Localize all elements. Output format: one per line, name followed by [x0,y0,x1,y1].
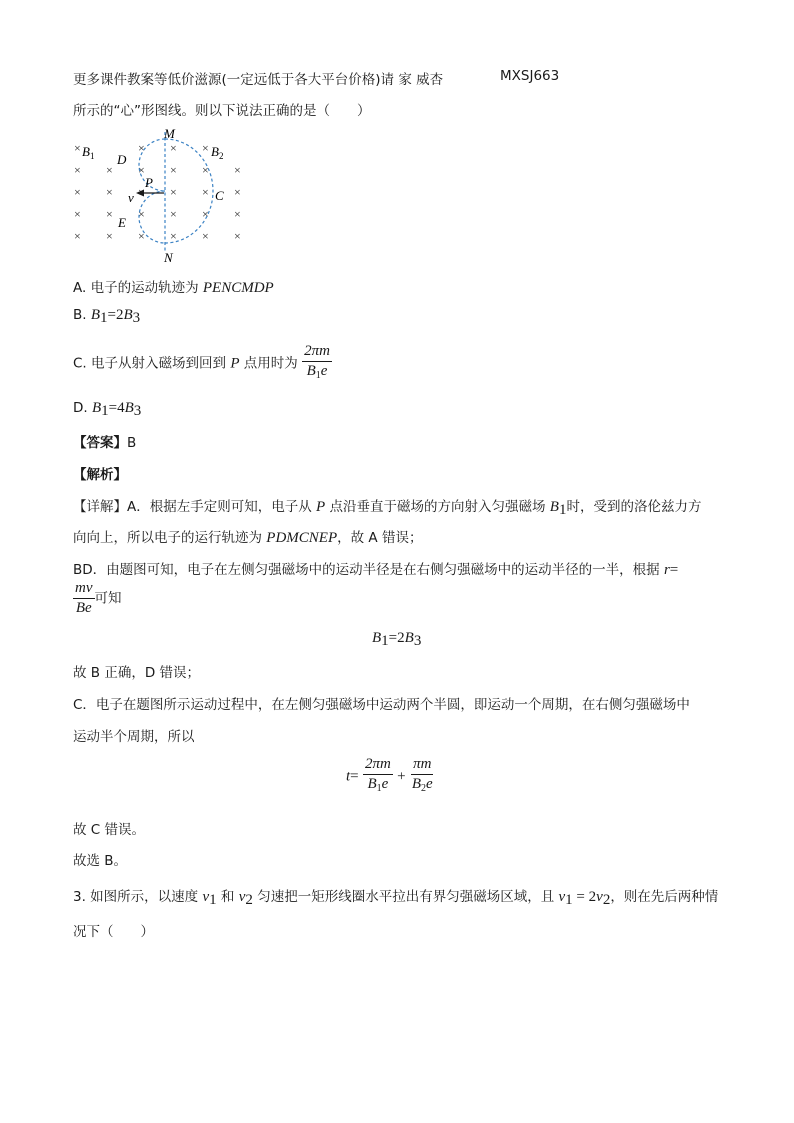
field-cross: × [74,163,81,177]
field-cross: × [138,229,145,243]
field-cross: × [106,163,113,177]
field-cross: × [170,207,177,221]
analysis-label: 【解析】 [73,467,127,483]
label-P: P [145,175,153,190]
time-fraction-2: $\frac{\pi m}{B_2e}$ [411,756,433,794]
field-cross: × [106,207,113,221]
field-cross: × [234,185,241,199]
label-B2: $B_2$ [211,144,224,161]
field-cross: × [234,207,241,221]
field-cross: × [202,185,209,199]
field-cross: × [170,163,177,177]
field-cross: × [138,141,145,155]
detail-line-2: 向向上，所以电子的运行轨迹为 PDMCNEP，故 A 错误； [73,530,423,546]
detail-c-line-2: 运动半个周期，所以 [73,729,195,745]
center-equation-b1-b2: $B_1=2B_3$ [372,630,422,649]
field-cross: × [202,141,209,155]
question-stem-tail: 所示的“心”形图线。则以下说法正确的是（ ） [73,103,371,119]
field-cross: × [138,207,145,221]
mv-over-Be-fraction: $\frac{mv}{Be}$ [75,580,93,616]
field-cross: × [202,207,209,221]
field-cross: × [74,229,81,243]
field-cross: × [234,229,241,243]
field-cross: × [202,163,209,177]
field-cross: × [74,141,81,155]
option-b: B. $B_1=2B_3$ [73,307,141,326]
option-d: D. $B_1=4B_3$ [73,400,142,419]
question-3-line-1: 3. 如图所示，以速度 $v_1$ 和 $v_2$ 匀速把一矩形线圈水平拉出有界匀强磁场区域，且 $v_1 = 2v_2$，则在先后两种情 [73,889,719,908]
label-E: E [118,215,126,230]
field-cross: × [106,229,113,243]
field-cross: × [74,207,81,221]
field-cross: × [170,185,177,199]
time-fraction-1: $\frac{2\pi m}{B_1e}$ [364,756,391,794]
option-a: A. 电子的运动轨迹为 PENCMDP [73,280,274,296]
final-answer: 故选 B。 [73,853,128,869]
detail-bd-fraction-line: $\frac{mv}{Be}$ 可知 [75,580,122,616]
heart-trajectory-figure [60,124,260,264]
label-D: D [117,152,127,167]
option-c-fraction: $\frac{2\pi m}{B_1e}$ [304,343,330,381]
watermark-code: MXSJ663 [500,68,560,84]
field-cross: × [170,141,177,155]
answer-line: 【答案】B [73,435,137,451]
label-N: N [164,250,173,264]
watermark-header: 更多课件教案等低价滋源(一定远低于各大平台价格)请 家 威杏 [73,72,444,88]
time-equation: t= $\frac{2\pi m}{B_1e}$ + $\frac{\pi m}{B_2e}$ [346,756,435,797]
question-3-line-2: 况下（ ） [73,924,154,940]
detail-line-1: 【详解】A．根据左手定则可知，电子从 P 点沿垂直于磁场的方向射入匀强磁场 $B_1$时，受到的洛伦兹力方 [73,499,702,518]
field-cross: × [234,163,241,177]
label-M: M [164,126,175,141]
field-cross: × [170,229,177,243]
field-cross: × [202,229,209,243]
detail-bd-conclusion: 故 B 正确，D 错误； [73,665,201,681]
detail-bd-line: BD．由题图可知，电子在左侧匀强磁场中的运动半径是在右侧匀强磁场中的运动半径的一半，根据 r= [73,562,679,578]
detail-c-conclusion: 故 C 错误。 [73,822,146,838]
label-v: v [128,190,134,205]
field-cross: × [106,185,113,199]
label-C: C [215,188,224,203]
label-B1: $B_1$ [82,144,95,161]
field-cross: × [138,163,145,177]
field-cross: × [74,185,81,199]
detail-c-line-1: C．电子在题图所示运动过程中，在左侧匀强磁场中运动两个半圆，即运动一个周期，在右侧匀强磁场中 [73,697,690,713]
option-c: C. 电子从射入磁场到回到 P 点用时为 $\frac{2\pi m}{B_1e}$ [73,343,332,384]
